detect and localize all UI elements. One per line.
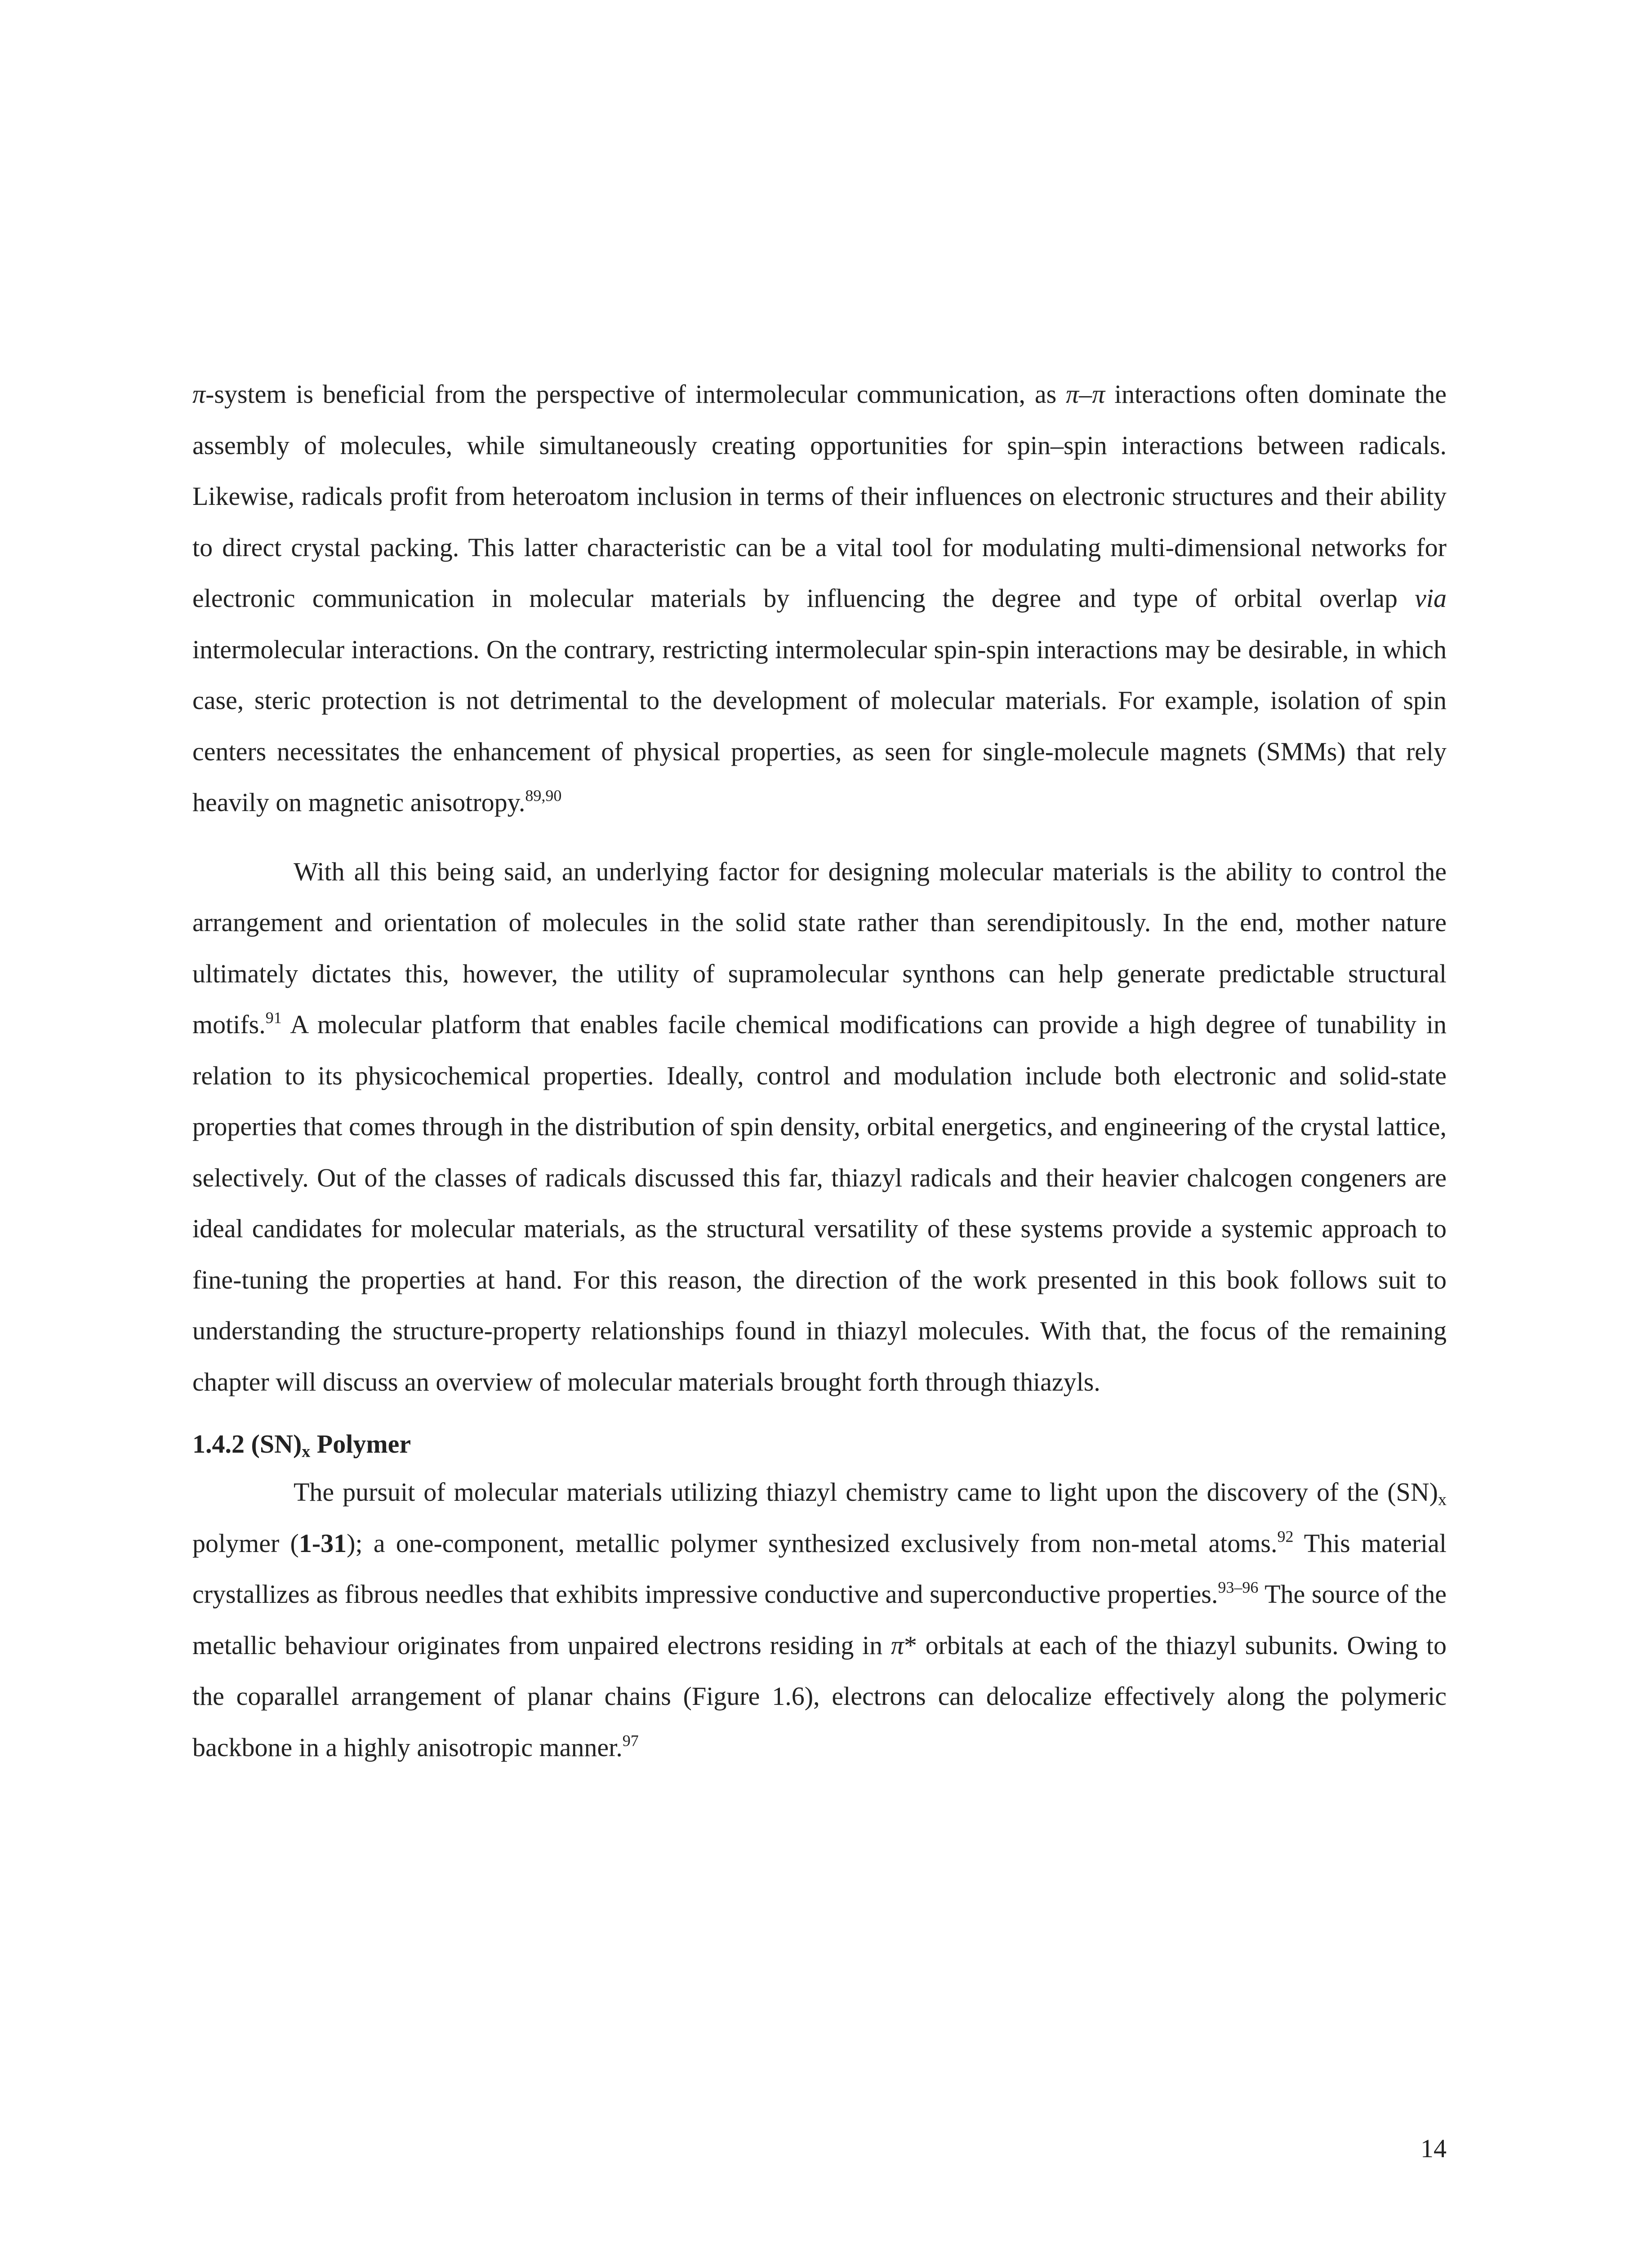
- text-run: * orbitals at each of the thiazyl subunits. Owing to the coparallel arrangement of planar chains (Figure 1.6), electrons can delocalize effectively along the polymeric backbone in a highly anisotropic manner.: [192, 1630, 1447, 1762]
- text-run: The source of the metallic behaviour originates from unpaired electrons residing in: [192, 1579, 1447, 1660]
- text-run: With all this being said, an underlying factor for designing molecular materials is the ability to control the arrangement and orientation of molecules in the solid state rather than serendipitously. In the end, mother nature ultimately dictates this, however, the utility of supramolecular synthons can help generate predictable structural motifs.: [192, 856, 1447, 1039]
- italic-via: via: [1415, 584, 1447, 613]
- paragraph-design-factors: [192, 846, 1447, 1408]
- text-run: A molecular platform that enables facile chemical modifications can provide a high degree of tunability in relation to its physicochemical properties. Ideally, control and modulation include both electronic and solid-state properties that comes through in the distribution of spin density, orbital energetics, and engineering of the crystal lattice, selectively. Out of the classes of radicals discussed this far, thiazyl radicals and their heavier chalcogen congeners are ideal candidates for molecular materials, as the structural versatility of these systems provide a systemic approach to fine-tuning the properties at hand. For this reason, the direction of the work presented in this book follows suit to understanding the structure-property relationships found in thiazyl molecules. With that, the focus of the remaining chapter will discuss an overview of molecular materials brought forth through thiazyls.: [192, 1010, 1447, 1396]
- citation-ref: 92: [1277, 1527, 1294, 1546]
- citation-ref: 89,90: [525, 786, 562, 805]
- pi-symbol: π: [891, 1630, 904, 1660]
- pi-symbol: π: [192, 379, 206, 409]
- citation-ref: 91: [265, 1008, 282, 1027]
- body-text: [192, 369, 1447, 1773]
- heading-prefix: 1.4.2 (SN): [192, 1429, 302, 1459]
- subscript-x: x: [1438, 1490, 1447, 1509]
- citation-ref: 97: [622, 1731, 639, 1750]
- heading-suffix: Polymer: [310, 1429, 411, 1459]
- citation-ref: 93–96: [1218, 1578, 1259, 1597]
- section-heading: [192, 1422, 1447, 1467]
- text-run: ); a one-component, metallic polymer synthesized exclusively from non-metal atoms.: [347, 1528, 1278, 1558]
- pi-pi-term: π–π: [1066, 379, 1105, 409]
- page-number: 14: [1420, 2134, 1447, 2163]
- paragraph-pi-system: [192, 369, 1447, 828]
- compound-label: 1-31: [298, 1528, 347, 1558]
- text-run: intermolecular interactions. On the contrary, restricting intermolecular spin-spin interactions may be desirable, in which case, steric protection is not detrimental to the development of molecular materials. For example, isolation of spin centers necessitates the enhancement of physical properties, as seen for single-molecule magnets (SMMs) that rely heavily on magnetic anisotropy.: [192, 634, 1447, 817]
- text-run: This material crystallizes as fibrous needles that exhibits impressive conductive and superconductive properties.: [192, 1528, 1447, 1609]
- paragraph-sn-polymer: [192, 1467, 1447, 1773]
- heading-subscript: x: [302, 1442, 311, 1461]
- text-run: The pursuit of molecular materials utilizing thiazyl chemistry came to light upon the discovery of the (SN): [294, 1477, 1438, 1507]
- text-run: -system is beneficial from the perspective of intermolecular communication, as: [205, 379, 1066, 409]
- text-run: polymer (: [192, 1528, 299, 1558]
- text-run: interactions often dominate the assembly of molecules, while simultaneously creating opportunities for spin–spin interactions between radicals. Likewise, radicals profit from heteroatom inclusion in terms of their influences on electronic structures and their ability to direct crystal packing. This latter characteristic can be a vital tool for modulating multi-dimensional networks for electronic communication in molecular materials by influencing the degree and type of orbital overlap: [192, 379, 1447, 613]
